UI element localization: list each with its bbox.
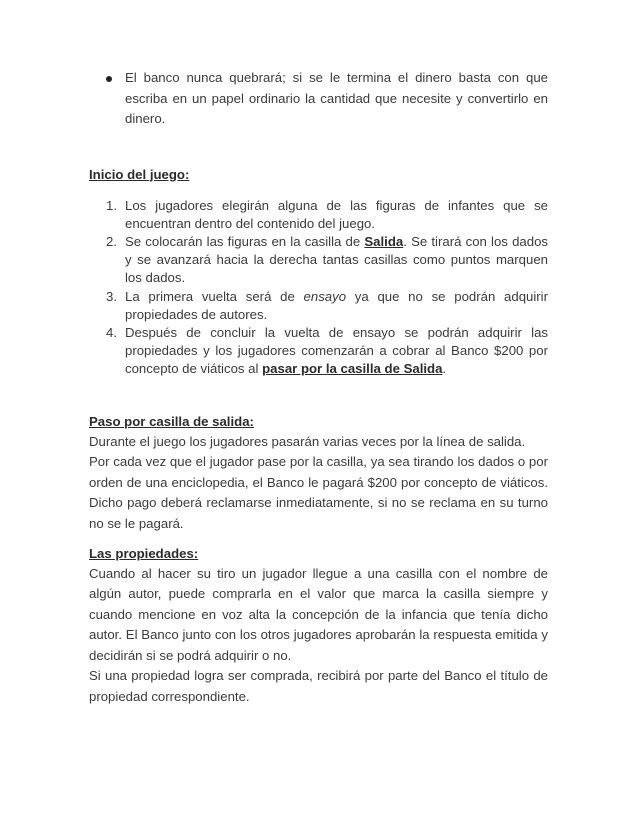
- bullet-dot-icon: [106, 76, 112, 82]
- step-item-4: [89, 324, 548, 379]
- salida-bold: Salida: [364, 233, 404, 249]
- propiedades-paragraph-2: Si una propiedad logra ser comprada, recibirá por parte del Banco el título de propiedad correspondiente.: [89, 668, 548, 705]
- step-number: 1.: [106, 197, 117, 213]
- step-text-post: ya que no se podrán adquirir propiedades de autores.: [125, 288, 548, 322]
- document-page: [89, 68, 548, 708]
- propiedades-paragraph-1: Cuando al hacer su tiro un jugador llegue a una casilla con el nombre de algún autor, puede comprarla en el valor que marca la casilla siempre y cuando mencione en voz alta la concepción de la infancia que tenía dicho autor. El Banco junto con los otros jugadores aprobarán la respuesta emitida y decidirán si se podrá adquirir o no.: [89, 565, 548, 663]
- step-item-2: [89, 233, 548, 288]
- ensayo-italic: ensayo: [303, 288, 347, 304]
- paso-paragraph-2: Por cada vez que el jugador pase por la casilla, ya sea tirando los dados o por orden de una enciclopedia, el Banco le pagará $200 por concepto de viáticos. Dicho pago deberá reclamarse inmediatamente, si no se reclama en su turno no se le pagará.: [89, 454, 548, 531]
- step-text-pre: Se colocarán las figuras en la casilla de: [125, 233, 365, 249]
- bank-bullet-text: El banco nunca quebrará; si se le termina el dinero basta con que escriba en un papel ordinario la cantidad que necesite y convertirlo en dinero.: [125, 70, 548, 126]
- step-text: Los jugadores elegirán alguna de las figuras de infantes que se encuentran dentro del contenido del juego.: [125, 197, 548, 231]
- step-item-3: [89, 288, 548, 324]
- inicio-steps-list: [89, 197, 548, 379]
- step-number: 4.: [106, 324, 117, 340]
- step-number: 2.: [106, 233, 117, 249]
- propiedades-heading: Las propiedades:: [89, 545, 199, 561]
- step-text-post: .: [442, 361, 447, 377]
- step-text-post: . Se tirará con los dados y se avanzará hacia la derecha tantas casillas como puntos marquen los dados.: [125, 233, 549, 286]
- inicio-heading: Inicio del juego:: [89, 166, 190, 182]
- bank-bullet-item: [89, 68, 548, 130]
- pasar-salida-bold: pasar por la casilla de Salida: [262, 361, 443, 377]
- step-number: 3.: [106, 288, 117, 304]
- paso-heading: Paso por casilla de salida:: [89, 413, 254, 429]
- paso-paragraph-1: Durante el juego los jugadores pasarán varias veces por la línea de salida.: [89, 433, 526, 449]
- step-item-1: [89, 197, 548, 233]
- step-text-pre: La primera vuelta será de: [125, 288, 304, 304]
- step-text-pre: Después de concluir la vuelta de ensayo se podrán adquirir las propiedades y los jugadores comenzarán a cobrar al Banco $200 por concepto de viáticos al: [125, 324, 548, 377]
